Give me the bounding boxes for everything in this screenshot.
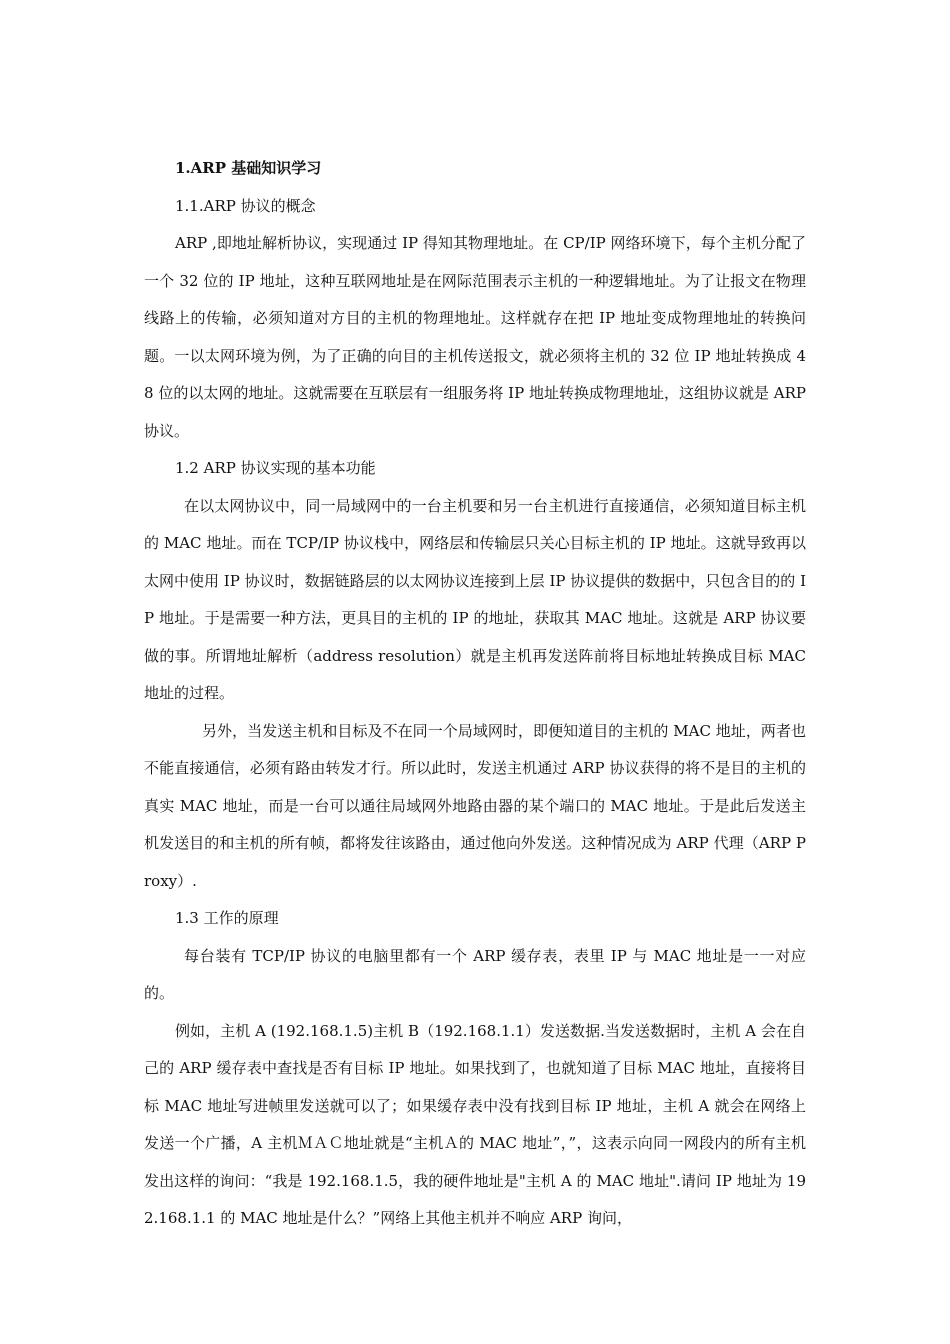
document-body bbox=[144, 150, 806, 1238]
paragraph-arp-function-detail: 在以太网协议中，同一局域网中的一台主机要和另一台主机进行直接通信，必须知道目标主机的 MAC 地址。而在 TCP/IP 协议栈中，网络层和传输层只关心目标主机的 IP 地址。这就导致再以太网中使用 IP 协议时，数据链路层的以太网协议连接到上层 IP 协议提供的数据中，只包含目的的 IP 地址。于是需要一种方法，更具目的主机的 IP 的地址，获取其 MAC 地址。这就是 ARP 协议要做的事。所谓地址解析（address resolution）就是主机再发送阵前将目标地址转换成目标 MAC 地址的过程。 bbox=[144, 496, 806, 702]
paragraph-arp-example: 例如，主机 A (192.168.1.5)主机 B（192.168.1.1）发送数据.当发送数据时，主机 A 会在自己的 ARP 缓存表中查找是否有目标 IP 地址。如果找到了，也就知道了目标 MAC 地址，直接将目标 MAC 地址写进帧里发送就可以了；如果缓存表中没有找到目标 IP 地址，主机 A 就会在网络上发送一个广播，A 主机ＭＡＣ地址就是“主机Ａ的 MAC 地址”，”，这表示向同一网段内的所有主机发出这样的询问：“我是 192.168.1.5，我的硬件地址是"主机 A 的 MAC 地址".请问 IP 地址为 192.168.1.1 的 MAC 地址是什么？”网络上其他主机并不响应 ARP 询问， bbox=[144, 1021, 806, 1227]
section-heading-arp-basics: 1.ARP 基础知识学习 bbox=[175, 159, 322, 177]
paragraph-arp-proxy: 另外，当发送主机和目标及不在同一个局域网时，即便知道目的主机的 MAC 地址，两者也不能直接通信，必须有路由转发才行。所以此时，发送主机通过 ARP 协议获得的将不是目的主机的真实 MAC 地址，而是一台可以通往局域网外地路由器的某个端口的 MAC 地址。于是此后发送主机发送目的和主机的所有帧，都将发往该路由，通过他向外发送。这种情况成为 ARP 代理（ARP Proxy）. bbox=[144, 721, 806, 890]
section-heading-working-principle: 1.3 工作的原理 bbox=[175, 909, 279, 927]
section-heading-arp-functions: 1.2 ARP 协议实现的基本功能 bbox=[175, 459, 376, 477]
paragraph-arp-definition: ARP ,即地址解析协议，实现通过 IP 得知其物理地址。在 CP/IP 网络环境下，每个主机分配了一个 32 位的 IP 地址，这种互联网地址是在网际范围表示主机的一种逻辑地址。为了让报文在物理线路上的传输，必须知道对方目的主机的物理地址。这样就存在把 IP 地址变成物理地址的转换问题。一以太网环境为例，为了正确的向目的主机传送报文，就必须将主机的 32 位 IP 地址转换成 48 位的以太网的地址。这就需要在互联层有一组服务将 IP 地址转换成物理地址，这组协议就是 ARP 协议。 bbox=[144, 234, 806, 440]
section-heading-arp-concept: 1.1.ARP 协议的概念 bbox=[175, 196, 316, 215]
paragraph-arp-cache: 每台装有 TCP/IP 协议的电脑里都有一个 ARP 缓存表，表里 IP 与 MAC 地址是一一对应的。 bbox=[144, 946, 806, 1002]
